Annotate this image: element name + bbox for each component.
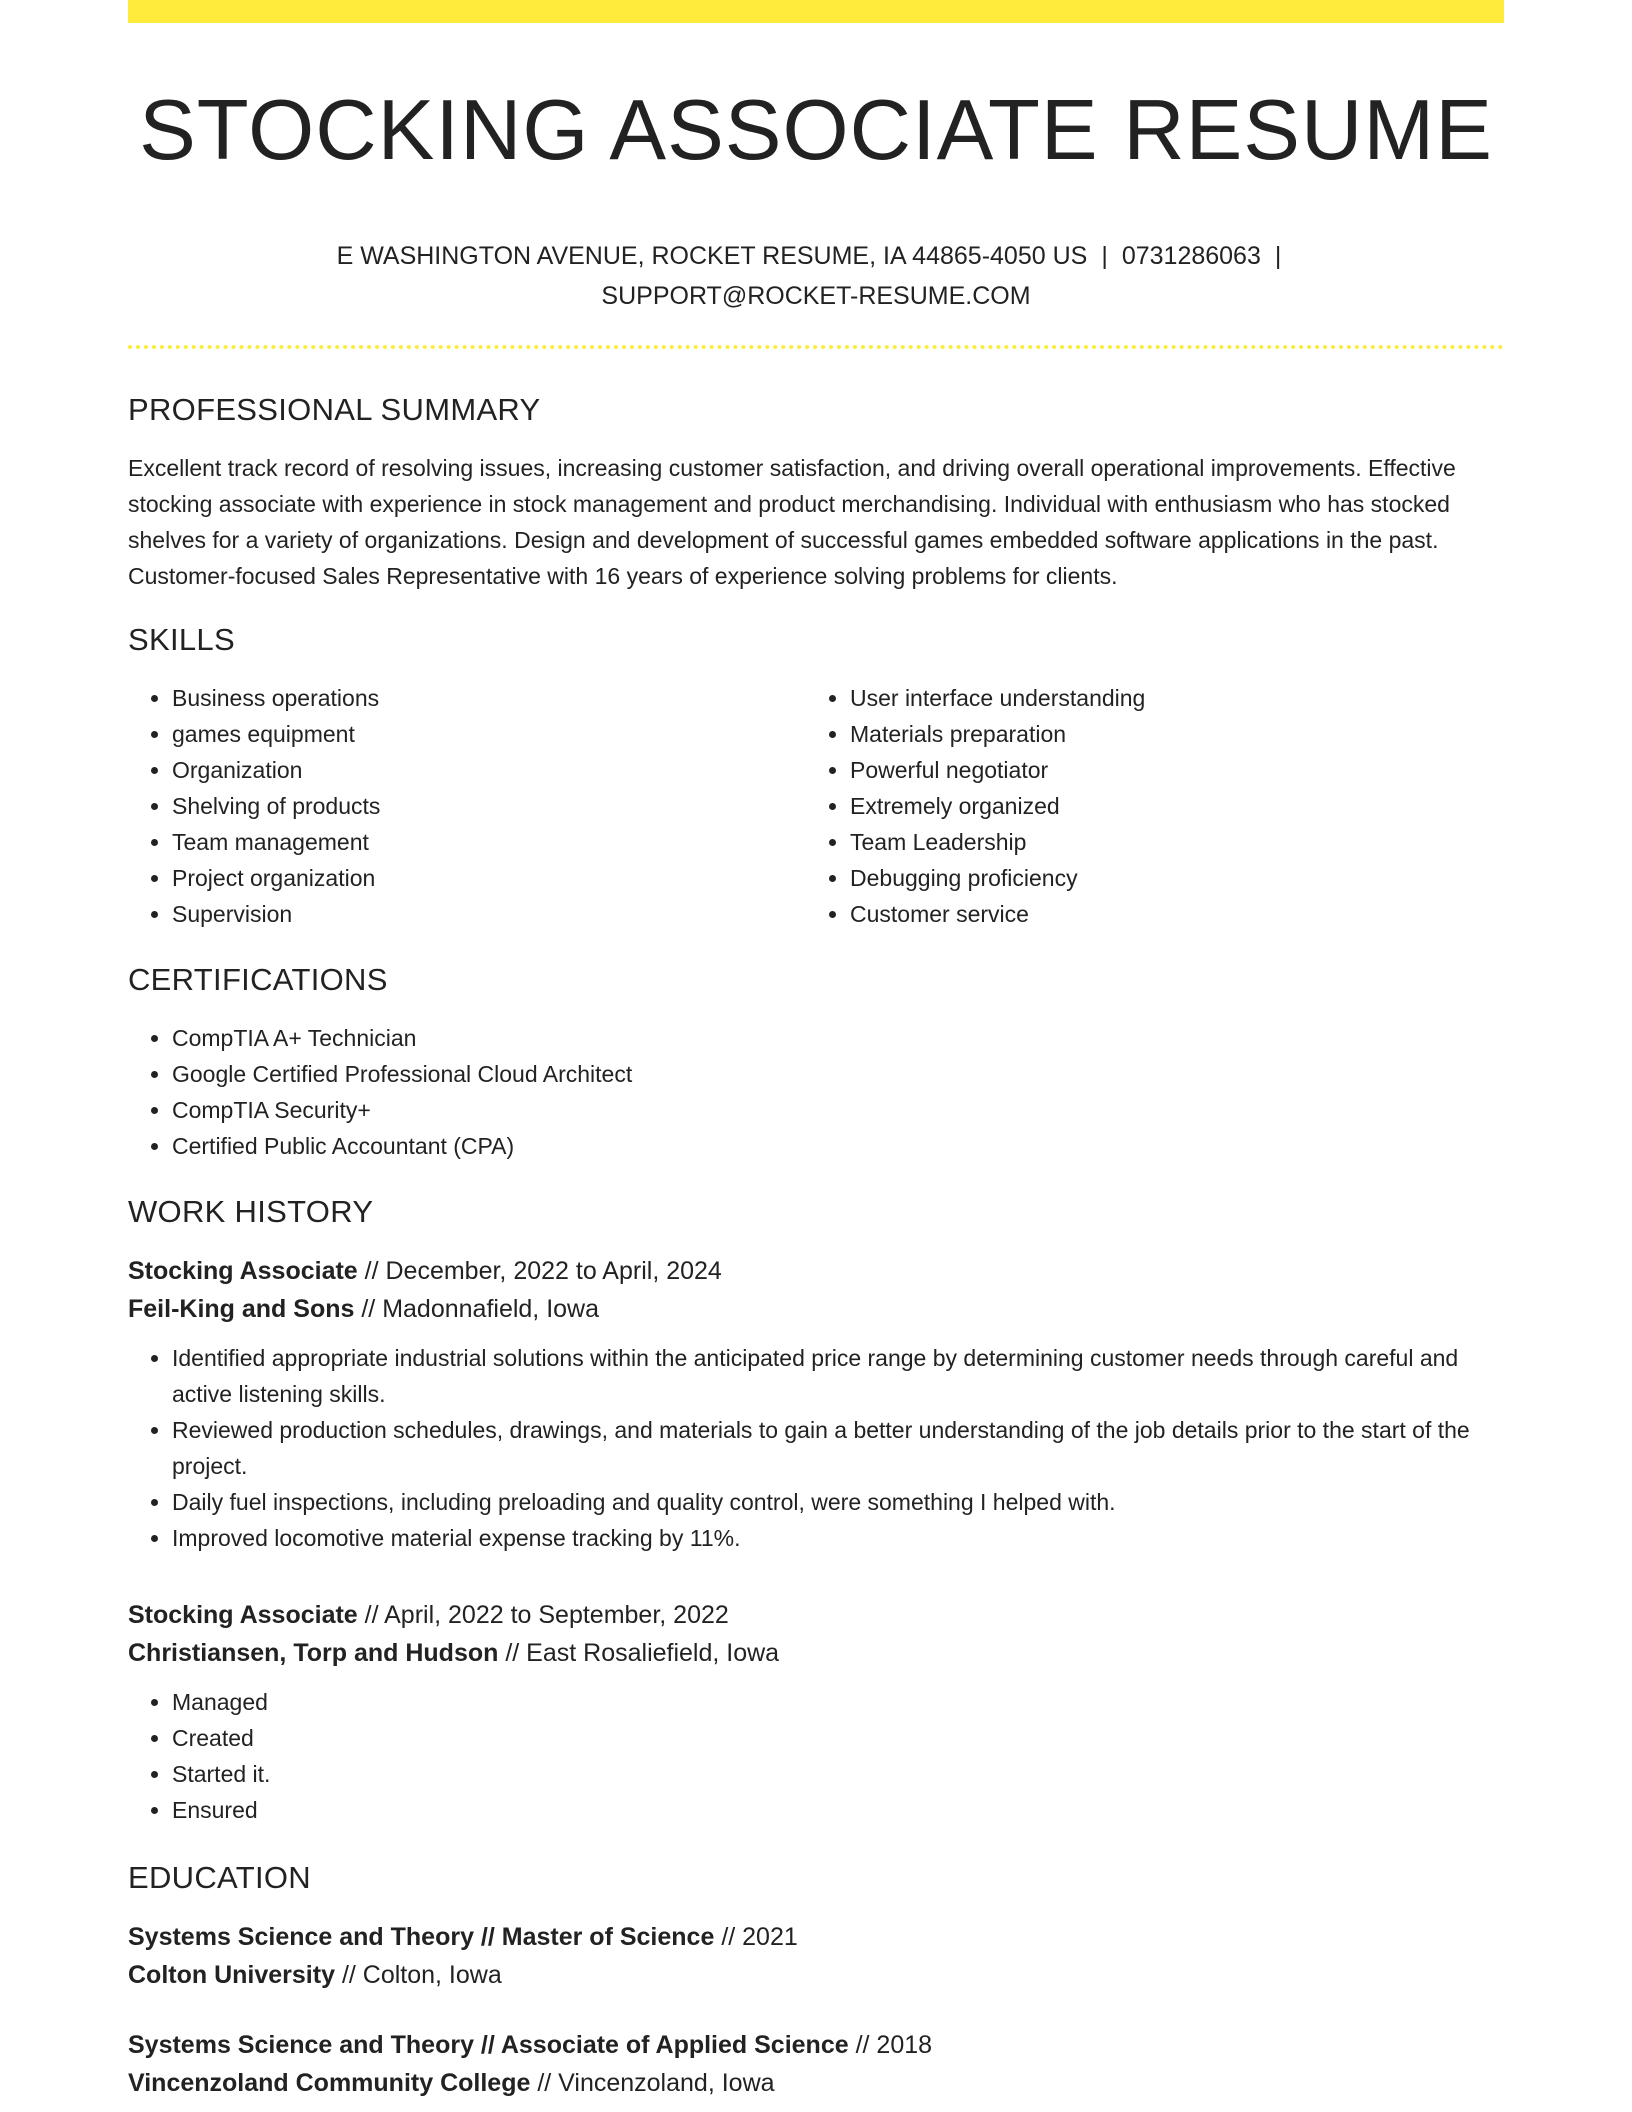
certifications-section [128,960,1504,1164]
certification-item: • Certified Public Accountant (CPA) [172,1128,1504,1164]
resume-content [128,390,1504,2102]
certification-item: • CompTIA Security+ [172,1092,1504,1128]
job-title-line [128,1252,1504,1290]
certification-item: • CompTIA A+ Technician [172,1020,1504,1056]
school-location: // Vincenzoland, Iowa [537,2069,775,2097]
job-bullet: • Improved locomotive material expense tracking by 11%. [172,1520,1504,1556]
skill-item: • Business operations [172,680,806,716]
job-bullet: • Identified appropriate industrial solutions within the anticipated price range by determining customer needs through careful and active listening skills. [172,1340,1504,1412]
skill-item: • Debugging proficiency [850,860,1484,896]
degree-line [128,1918,1504,1956]
school-line [128,2064,1504,2102]
certification-item: • Google Certified Professional Cloud Architect [172,1056,1504,1092]
job-bullet: • Ensured [172,1792,1504,1828]
degree: Systems Science and Theory // Master of Science [128,1923,715,1951]
graduation-year: // 2021 [721,1923,798,1951]
phone: 0731286063 [1121,242,1261,270]
skills-section [128,620,1504,932]
skill-item: • Customer service [850,896,1484,932]
school-location: // Colton, Iowa [341,1961,502,1989]
job-bullet: • Reviewed production schedules, drawings, and materials to gain a better understanding of the job details prior to the start of the project. [172,1412,1504,1484]
education-section [128,1858,1504,2102]
job-title: Stocking Associate [128,1601,358,1629]
section-heading: SKILLS [128,622,235,657]
section-spacer [128,1828,1504,1858]
job-bullet: • Daily fuel inspections, including preloading and quality control, were something I helped with. [172,1484,1504,1520]
skill-item: • Shelving of products [172,788,806,824]
summary-section [128,390,1504,594]
job-entry [128,1252,1504,1556]
job-title: Stocking Associate [128,1257,358,1285]
skills-list-right [806,680,1484,932]
job-bullets [128,1340,1504,1556]
skill-item: • Extremely organized [850,788,1484,824]
certifications-list [128,1020,1504,1164]
job-location: // Madonnafield, Iowa [361,1295,600,1323]
contact-separator: | [1101,242,1108,270]
job-bullet: • Managed [172,1684,1504,1720]
summary-text: Excellent track record of resolving issues, increasing customer satisfaction, and driving overall operational improvements. Effective stocking associate with experience in stock management and product merchandising. Individual with enthusiasm who has stocked shelves for a variety of organizations. Design and development of successful games embedded software applications in the past. Customer-focused Sales Representative with 16 years of experience solving problems for clients. [128,455,1456,589]
skill-item: • Materials preparation [850,716,1484,752]
section-heading: CERTIFICATIONS [128,962,388,997]
top-accent-bar [128,0,1504,23]
school-line [128,1956,1504,1994]
education-entry [128,2026,1504,2102]
school: Vincenzoland Community College [128,2069,531,2097]
skill-item: • Supervision [172,896,806,932]
address: E WASHINGTON AVENUE, ROCKET RESUME, IA 44865-4050 US [336,242,1088,270]
job-company: Feil-King and Sons [128,1295,355,1323]
skills-list-left [128,680,806,932]
skill-item: • Team management [172,824,806,860]
school: Colton University [128,1961,335,1989]
graduation-year: // 2018 [855,2031,933,2059]
job-location: // East Rosaliefield, Iowa [505,1639,780,1667]
job-company: Christiansen, Torp and Hudson [128,1639,499,1667]
section-heading: PROFESSIONAL SUMMARY [128,392,541,427]
job-bullets [128,1684,1504,1828]
skills-columns [128,680,1504,932]
skill-item: • games equipment [172,716,806,752]
dotted-divider [128,345,1504,349]
job-bullet: • Created [172,1720,1504,1756]
skill-item: • Team Leadership [850,824,1484,860]
job-dates: // April, 2022 to September, 2022 [364,1601,729,1629]
degree-line [128,2026,1504,2064]
job-bullet: • Started it. [172,1756,1504,1792]
email: SUPPORT@ROCKET-RESUME.COM [601,282,1031,310]
job-entry [128,1596,1504,1828]
contact-separator: | [1274,242,1282,270]
section-heading: WORK HISTORY [128,1194,374,1229]
skill-item: • Project organization [172,860,806,896]
job-title-line [128,1596,1504,1634]
education-entry [128,1918,1504,1994]
skill-item: • Organization [172,752,806,788]
resume-title: STOCKING ASSOCIATE RESUME [139,83,1493,178]
job-company-line [128,1290,1504,1328]
job-company-line [128,1634,1504,1672]
contact-info [260,236,1372,316]
work-history-section [128,1192,1504,1858]
skill-item: • Powerful negotiator [850,752,1484,788]
skill-item: • User interface understanding [850,680,1484,716]
section-heading: EDUCATION [128,1860,311,1895]
degree: Systems Science and Theory // Associate of Applied Science [128,2031,849,2059]
job-dates: // December, 2022 to April, 2024 [364,1257,722,1285]
